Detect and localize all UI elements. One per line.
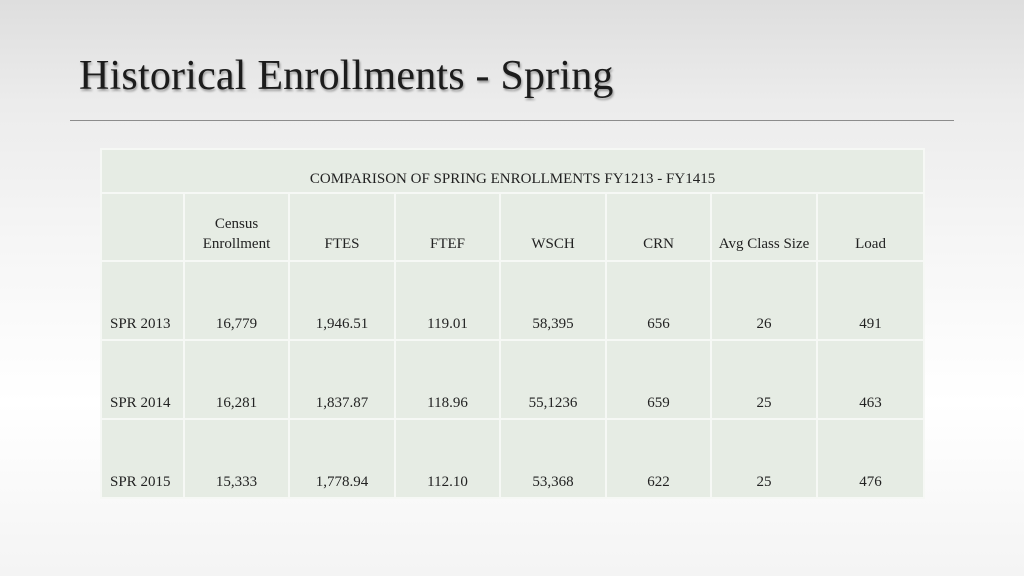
header-wsch: WSCH [500,193,606,261]
cell-wsch: 55,1236 [500,340,606,419]
cell-ftes: 1,778.94 [289,419,395,498]
header-census-enrollment [184,193,289,261]
cell-census: 16,779 [184,261,289,340]
cell-ftes: 1,946.51 [289,261,395,340]
header-avg-class-size: Avg Class Size [711,193,817,261]
header-crn: CRN [606,193,711,261]
cell-avg-class-size: 25 [711,340,817,419]
header-term [101,193,184,261]
cell-load: 491 [817,261,924,340]
table-caption: COMPARISON OF SPRING ENROLLMENTS FY1213 - FY1415 [101,149,924,193]
cell-census: 16,281 [184,340,289,419]
header-ftes: FTES [289,193,395,261]
cell-term: SPR 2013 [101,261,184,340]
table-row [101,340,924,419]
enrollment-table [100,148,925,499]
header-load: Load [817,193,924,261]
cell-ftef: 112.10 [395,419,500,498]
cell-load: 463 [817,340,924,419]
table-row [101,419,924,498]
title-divider [70,120,954,121]
slide-title: Historical Enrollments - Spring [79,53,614,99]
cell-crn: 659 [606,340,711,419]
cell-avg-class-size: 26 [711,261,817,340]
cell-load: 476 [817,419,924,498]
table-caption-row [101,149,924,193]
cell-ftef: 118.96 [395,340,500,419]
cell-ftef: 119.01 [395,261,500,340]
header-census-line2: Enrollment [202,236,271,252]
cell-wsch: 58,395 [500,261,606,340]
cell-term: SPR 2014 [101,340,184,419]
header-ftef: FTEF [395,193,500,261]
header-census-line1: Census [214,216,259,232]
cell-census: 15,333 [184,419,289,498]
cell-ftes: 1,837.87 [289,340,395,419]
cell-crn: 622 [606,419,711,498]
cell-wsch: 53,368 [500,419,606,498]
cell-term: SPR 2015 [101,419,184,498]
table-row [101,261,924,340]
cell-avg-class-size: 25 [711,419,817,498]
cell-crn: 656 [606,261,711,340]
enrollment-table-container [100,148,923,490]
table-header-row [101,193,924,261]
